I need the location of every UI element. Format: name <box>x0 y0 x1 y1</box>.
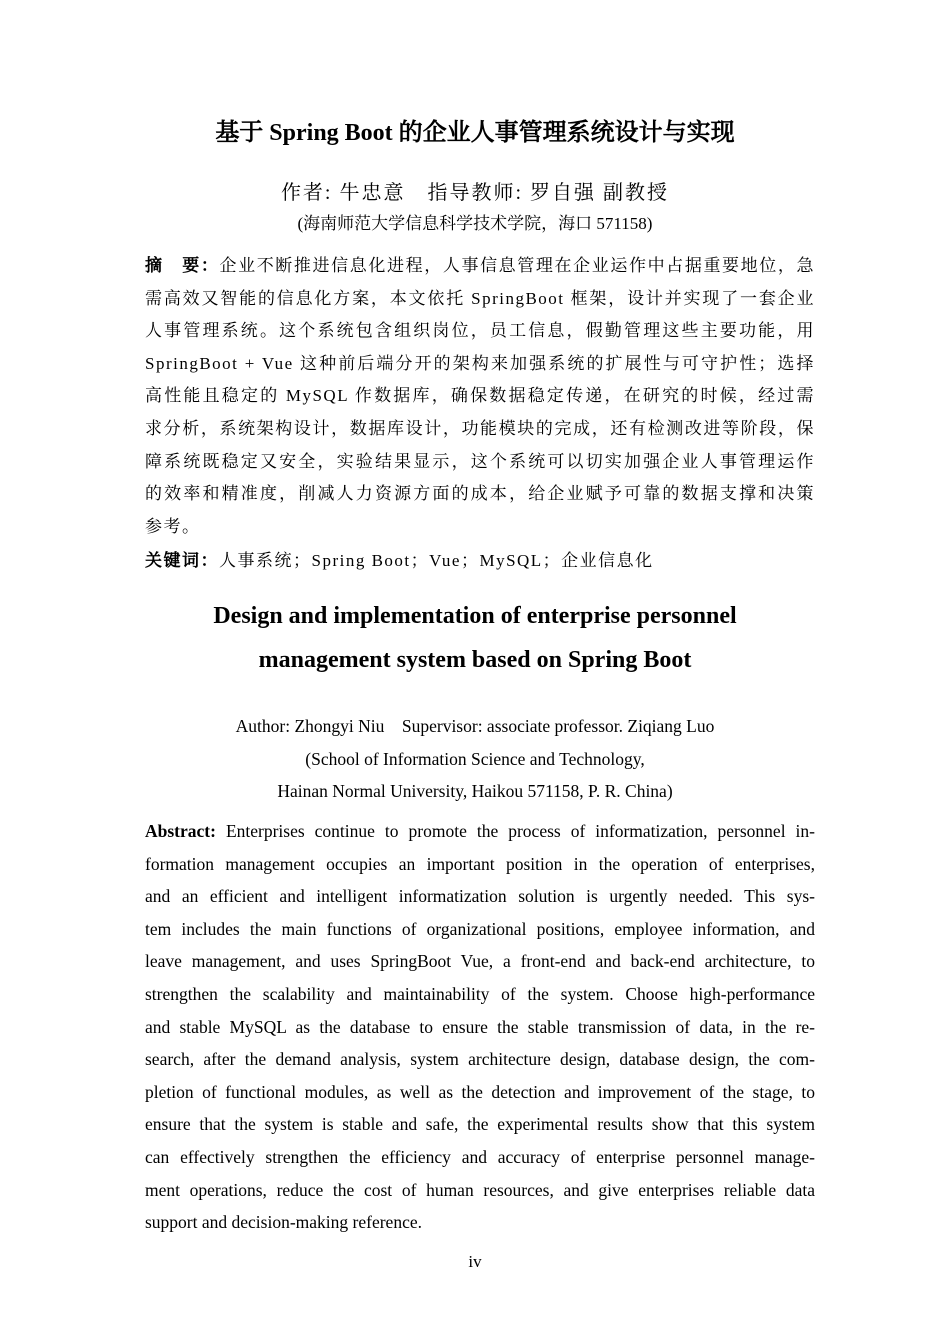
abstract-line: formation management occupies an important position in the operation of enterprises, <box>145 853 815 874</box>
english-title-line: management system based on Spring Boot <box>258 647 692 673</box>
chinese-title: 基于 Spring Boot 的企业人事管理系统设计与实现 <box>215 120 735 146</box>
english-authors-block <box>0 710 950 808</box>
abstract-line: 摘 要：企业不断推进信息化进程，人事信息管理在企业运作中占据重要地位，急 <box>145 256 816 275</box>
abstract-line: and stable MySQL as the database to ensure the stable transmission of data, in the re- <box>145 1016 815 1037</box>
keywords-label: 关键词： <box>145 551 219 571</box>
english-affiliation-line: (School of Information Science and Technology, <box>305 748 645 769</box>
abstract-line: 参考。 <box>145 516 201 536</box>
english-title <box>0 594 950 682</box>
abstract-line: 求分析，系统架构设计，数据库设计，功能模块的完成，还有检测改进等阶段，保 <box>145 418 815 438</box>
abstract-line: Abstract: Enterprises continue to promote the process of informatization, personnel in- <box>145 821 815 841</box>
chinese-abstract <box>145 250 815 578</box>
english-title-line: Design and implementation of enterprise personnel <box>213 603 737 629</box>
english-authors: Author: Zhongyi Niu Supervisor: associate professor. Ziqiang Luo <box>235 716 715 736</box>
abstract-label: 摘 要： <box>145 256 220 275</box>
abstract-line: ment operations, reduce the cost of human resources, and give enterprises reliable data <box>145 1179 815 1200</box>
page-number: iv <box>468 1252 482 1271</box>
abstract-line: can effectively strengthen the efficiency and accuracy of enterprise personnel manage- <box>145 1146 815 1167</box>
chinese-affiliation: (海南师范大学信息科学技术学院，海口 571158) <box>297 214 653 233</box>
english-abstract <box>145 815 815 1239</box>
abstract-line: SpringBoot + Vue 这种前后端分开的架构来加强系统的扩展性与可守护性；选择 <box>145 353 815 373</box>
abstract-line: strengthen the scalability and maintainability of the system. Choose high-performance <box>145 983 815 1004</box>
abstract-line: pletion of functional modules, as well as the detection and improvement of the stage, to <box>145 1081 815 1102</box>
abstract-line: and an efficient and intelligent informatization solution is urgently needed. This sys- <box>145 886 815 907</box>
abstract-line: 障系统既稳定又安全，实验结果显示，这个系统可以切实加强企业人事管理运作 <box>145 451 815 471</box>
abstract-line: 的效率和精准度，削减人力资源方面的成本，给企业赋予可靠的数据支撑和决策 <box>145 484 815 504</box>
keywords <box>145 545 815 578</box>
abstract-line: ensure that the system is stable and safe, the experimental results show that this system <box>145 1114 815 1135</box>
chinese-authors: 作者: 牛忠意 指导教师: 罗自强 副教授 <box>280 182 670 204</box>
english-affiliation-line: Hainan Normal University, Haikou 571158, P. R. China) <box>277 781 673 801</box>
abstract-label: Abstract: <box>145 821 216 841</box>
keywords-value: 人事系统；Spring Boot；Vue；MySQL；企业信息化 <box>219 551 654 571</box>
abstract-line: support and decision-making reference. <box>145 1212 422 1233</box>
abstract-line: tem includes the main functions of organizational positions, employee information, and <box>145 918 815 939</box>
abstract-line: 人事管理系统。这个系统包含组织岗位，员工信息，假勤管理这些主要功能，用 <box>145 321 815 341</box>
abstract-line: 需高效又智能的信息化方案，本文依托 SpringBoot 框架，设计并实现了一套企业 <box>145 288 815 308</box>
abstract-line: search, after the demand analysis, system architecture design, database design, the com- <box>145 1049 815 1070</box>
abstract-line: 高性能且稳定的 MySQL 作数据库，确保数据稳定传递，在研究的时候，经过需 <box>145 386 815 406</box>
abstract-line: leave management, and uses SpringBoot Vue, a front-end and back-end architecture, to <box>145 951 815 972</box>
